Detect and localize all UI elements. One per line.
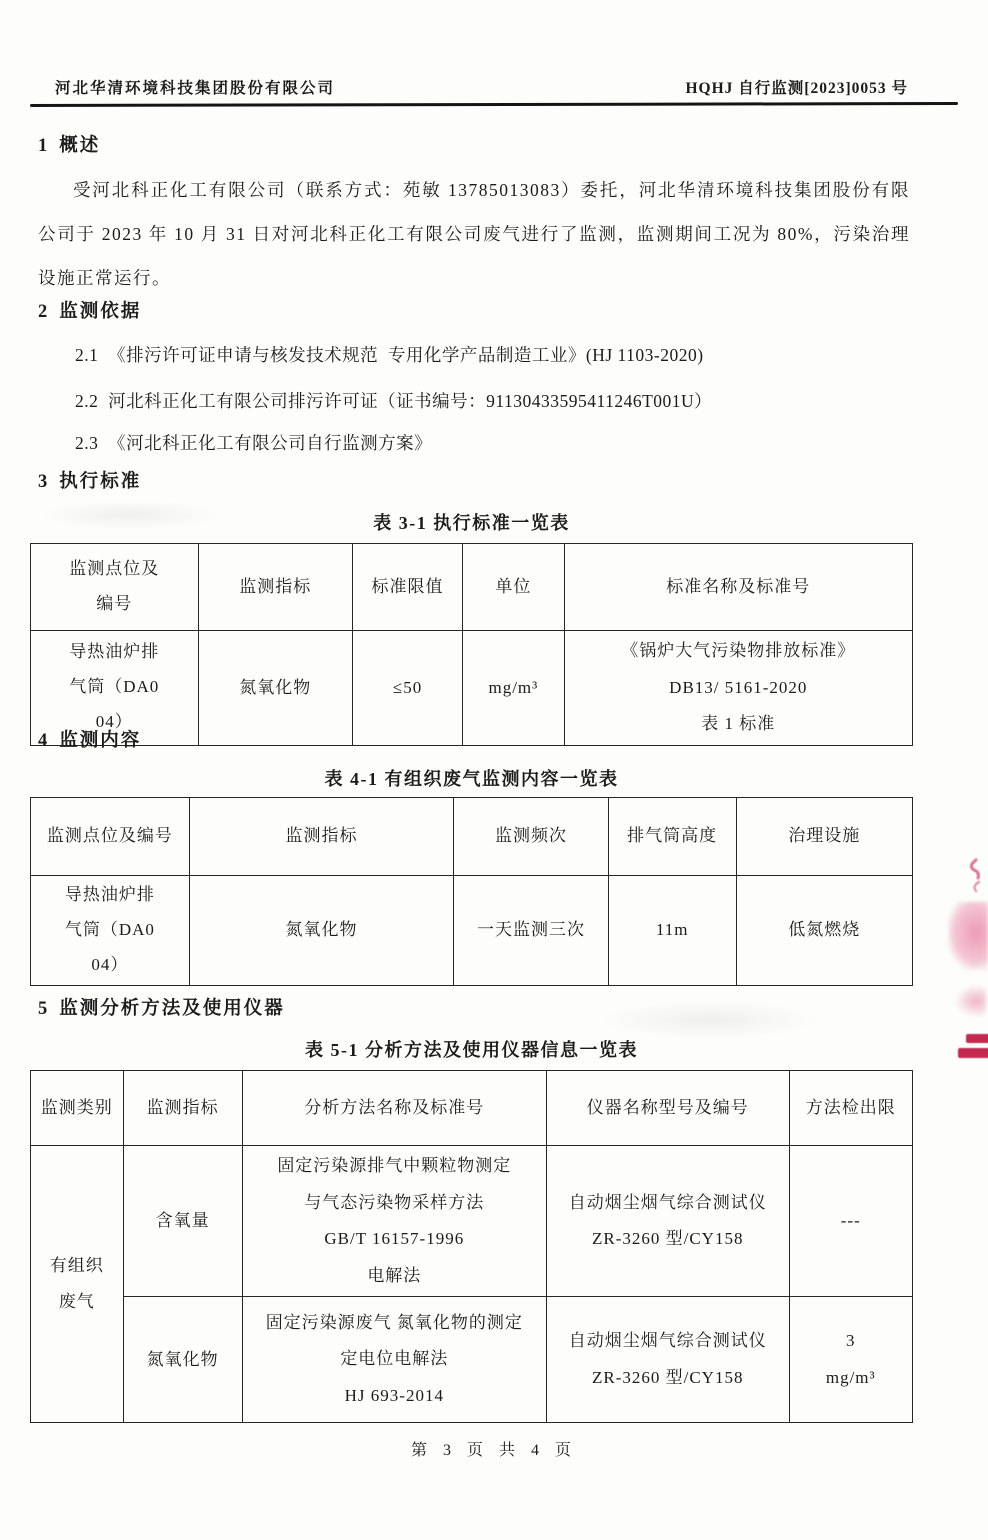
frequency-cell: 一天监测三次 <box>454 876 608 986</box>
section-5-number: 5 <box>38 999 50 1019</box>
table-row <box>31 1297 913 1423</box>
standard-cell: 《锅炉大气污染物排放标准》 DB13/ 5161-2020 表 1 标准 <box>564 631 912 746</box>
table-row <box>31 631 913 746</box>
page-header <box>55 76 908 98</box>
col-header: 排气筒高度 <box>608 798 736 876</box>
stack-height-cell: 11m <box>608 876 736 986</box>
red-stamp-bars-mark <box>956 1030 988 1066</box>
section-1-number: 1 <box>38 136 50 156</box>
overview-paragraph: 受河北科正化工有限公司（联系方式：苑敏 13785013083）委托，河北华清环境科技集团股份有限公司于 2023 年 10 月 31 日对河北科正化工有限公司废气进行了监测，监测期间工况为 80%，污染治理设施正常运行。 <box>38 180 910 288</box>
table-5-1-caption: 表 5-1 分析方法及使用仪器信息一览表 <box>305 1040 638 1060</box>
instrument-cell: 自动烟尘烟气综合测试仪 ZR-3260 型/CY158 <box>546 1146 789 1297</box>
section-3-title: 3 执行标准 <box>38 472 142 492</box>
indicator-cell: 氮氧化物 <box>189 876 454 986</box>
table-row <box>31 798 913 876</box>
table-row <box>31 544 913 631</box>
section-2-title: 2 监测依据 <box>38 302 142 322</box>
treatment-cell: 低氮燃烧 <box>736 876 912 986</box>
section-5-title: 5 监测分析方法及使用仪器 <box>38 999 285 1019</box>
col-header: 单位 <box>463 544 564 631</box>
method-cell: 固定污染源废气 氮氧化物的测定 定电位电解法 HJ 693-2014 <box>242 1297 546 1423</box>
category-cell: 有组织废气 <box>31 1146 124 1423</box>
col-header: 标准限值 <box>352 544 462 631</box>
method-cell: 固定污染源排气中颗粒物测定 与气态污染物采样方法 GB/T 16157-1996 电解法 <box>242 1146 546 1297</box>
col-header: 监测点位及编号 <box>31 544 199 631</box>
col-header: 监测频次 <box>454 798 608 876</box>
scan-smudge <box>600 1000 820 1040</box>
detection-limit-cell: 3 mg/m³ <box>789 1297 913 1423</box>
table-4-1 <box>30 797 913 986</box>
table-row <box>31 876 913 986</box>
company-name: 河北华清环境科技集团股份有限公司 <box>55 80 336 97</box>
col-header: 仪器名称型号及编号 <box>546 1071 789 1146</box>
col-header: 标准名称及标准号 <box>564 544 912 631</box>
section-1-title: 1 概述 <box>38 136 101 156</box>
table-3-1 <box>30 543 913 746</box>
col-header: 监测指标 <box>198 544 352 631</box>
ref-item-2-1: 2.1 《排污许可证申请与核发技术规范 专用化学产品制造工业》(HJ 1103-2020) <box>75 345 704 365</box>
section-4-title: 4 监测内容 <box>38 731 142 751</box>
table-row <box>31 1071 913 1146</box>
indicator-cell: 含氧量 <box>123 1146 242 1297</box>
red-stamp-blob-mark <box>948 902 988 970</box>
table-4-1-caption: 表 4-1 有组织废气监测内容一览表 <box>324 769 619 789</box>
section-4-number: 4 <box>38 731 50 751</box>
section-2-number: 2 <box>38 302 50 322</box>
monitor-point-cell: 导热油炉排气筒（DA004） <box>31 876 190 986</box>
col-header: 治理设施 <box>736 798 912 876</box>
col-header: 方法检出限 <box>789 1071 913 1146</box>
document-number: HQHJ 自行监测[2023]0053 号 <box>685 80 908 97</box>
red-stamp-squiggle-mark <box>948 856 982 904</box>
col-header: 监测点位及编号 <box>31 798 190 876</box>
indicator-cell: 氮氧化物 <box>198 631 352 746</box>
section-3-number: 3 <box>38 472 50 492</box>
table-5-1 <box>30 1070 913 1423</box>
ref-item-2-2: 2.2 河北科正化工有限公司排污许可证（证书编号：91130433595411246T001U） <box>75 391 713 411</box>
col-header: 监测指标 <box>123 1071 242 1146</box>
red-stamp-faint-mark <box>954 984 986 1018</box>
ref-item-2-3: 2.3 《河北科正化工有限公司自行监测方案》 <box>75 433 433 453</box>
table-row <box>31 1146 913 1297</box>
col-header: 监测指标 <box>189 798 454 876</box>
unit-cell: mg/m³ <box>463 631 564 746</box>
indicator-cell: 氮氧化物 <box>123 1297 242 1423</box>
col-header: 监测类别 <box>31 1071 124 1146</box>
header-rule <box>30 102 958 107</box>
col-header: 分析方法名称及标准号 <box>242 1071 546 1146</box>
instrument-cell: 自动烟尘烟气综合测试仪 ZR-3260 型/CY158 <box>546 1297 789 1423</box>
monitor-point-cell: 导热油炉排气筒（DA004） <box>31 631 199 746</box>
page-indicator: 第 3 页 共 4 页 <box>410 1442 577 1459</box>
detection-limit-cell: --- <box>789 1146 913 1297</box>
limit-cell: ≤50 <box>352 631 462 746</box>
table-3-1-caption: 表 3-1 执行标准一览表 <box>373 513 570 533</box>
